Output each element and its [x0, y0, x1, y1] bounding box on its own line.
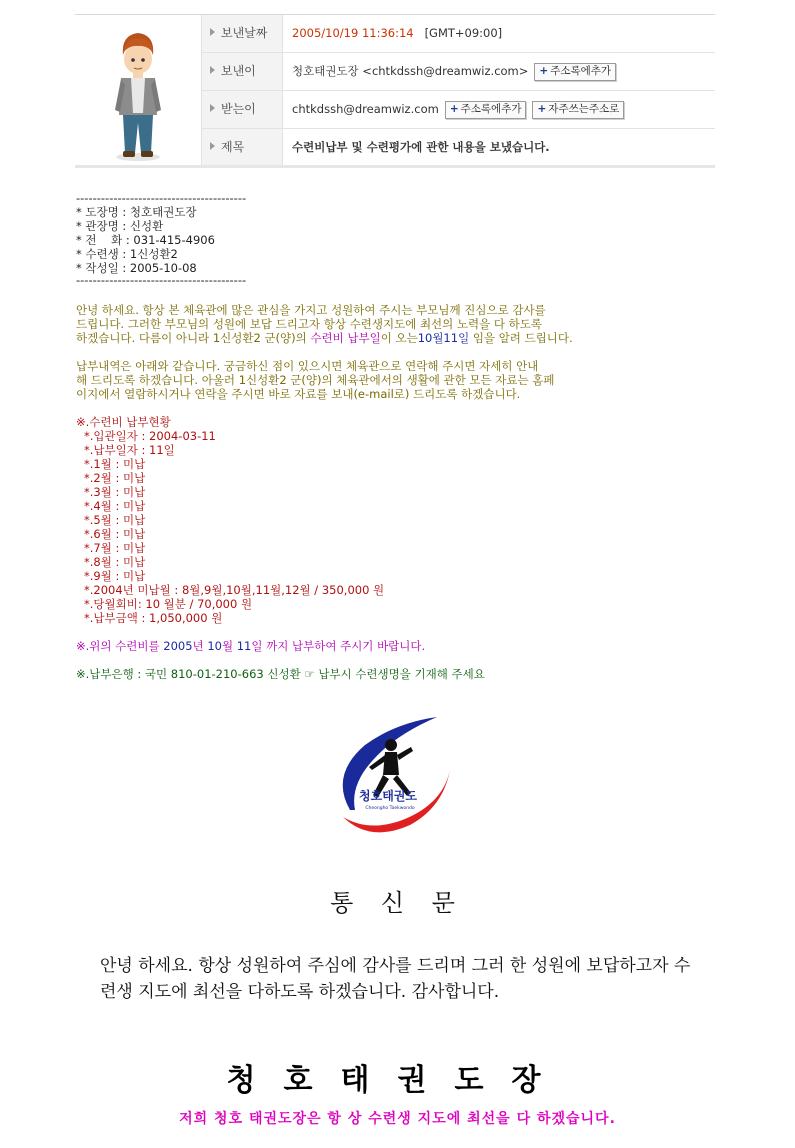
- subject-row: [202, 129, 715, 166]
- sent-date-value: 2005/10/19 11:36:14: [292, 26, 414, 40]
- deadline-line: ※.위의 수련비를 2005년 10월 11일 까지 납부하여 주시기 바랍니다.: [76, 639, 426, 653]
- separator-top: -----------------------------------------: [76, 191, 247, 205]
- payment-item: *.9월 : 미납: [84, 569, 146, 583]
- logo-text: 청호태권도: [359, 789, 417, 803]
- avatar: [75, 15, 201, 165]
- add-to-frequent-button[interactable]: + 자주쓰는주소로: [532, 101, 624, 119]
- payment-heading: ※.수련비 납부현황: [76, 415, 171, 429]
- taekwondo-logo: [325, 715, 455, 845]
- payment-item: *.4월 : 미납: [84, 499, 146, 513]
- avatar-cell: [75, 15, 202, 165]
- bullet-triangle-icon: [210, 66, 215, 74]
- sender-label: 보낸이: [202, 53, 282, 90]
- letter-title: 통 신 문: [330, 889, 465, 917]
- payment-item: *.2004년 미납월 : 8월,9월,10월,11월,12월 / 350,000 원: [84, 583, 385, 597]
- payment-item: *.6월 : 미납: [84, 527, 146, 541]
- sent-date-row: [202, 15, 715, 53]
- info-dojang: * 도장명 : 청호태권도장: [76, 205, 197, 219]
- notice-line-3: 이지에서 열람하시거나 연락을 주시면 바로 자료를 보내(e-mail로) 드리도록 하겠습니다.: [76, 387, 521, 401]
- sender-value[interactable]: 청호태권도장 <chtkdssh@dreamwiz.com>: [292, 64, 529, 78]
- motto: 저희 청호 태권도장은 항 상 수련생 지도에 최선을 다 하겠습니다.: [179, 1111, 616, 1127]
- plus-icon: +: [539, 64, 549, 77]
- add-sender-to-contacts-button[interactable]: + 주소록에추가: [534, 63, 616, 81]
- brand-name: 청호태권도장: [226, 1063, 569, 1098]
- logo-subtext: Cheongho Taekwondo: [365, 806, 415, 811]
- payment-item: *.3월 : 미납: [84, 485, 146, 499]
- recipient-row: [202, 91, 715, 129]
- payment-item: *.7월 : 미납: [84, 541, 146, 555]
- payment-item: *.납부일자 : 11일: [84, 443, 175, 457]
- notice-line-1: 납부내역은 아래와 같습니다. 궁금하신 점이 있으시면 체육관으로 연락해 주시면 자세히 안내: [76, 359, 539, 373]
- info-master: * 관장명 : 신성환: [76, 219, 164, 233]
- payment-item: *.당월회비: 10 월분 / 70,000 원: [84, 597, 253, 611]
- payment-item: *.8월 : 미납: [84, 555, 146, 569]
- bullet-triangle-icon: [210, 142, 215, 150]
- plus-icon: +: [449, 102, 459, 115]
- payment-item: *.입관일자 : 2004-03-11: [84, 429, 216, 443]
- payment-item: *.5월 : 미납: [84, 513, 146, 527]
- add-recipient-to-contacts-button[interactable]: + 주소록에추가: [445, 101, 527, 119]
- payment-item: *.1월 : 미납: [84, 457, 146, 471]
- timezone: [GMT+09:00]: [424, 26, 503, 40]
- info-phone: * 전 화 : 031-415-4906: [76, 233, 215, 247]
- info-student: * 수련생 : 1신성환2: [76, 247, 178, 261]
- payment-item: *.납부금액 : 1,050,000 원: [84, 611, 223, 625]
- sender-row: [202, 53, 715, 91]
- intro-line-3: 하겠습니다. 다름이 아니라 1신성환2 군(양)의 수련비 납부일이 오는10월11일 임을 알려 드립니다.: [76, 331, 573, 345]
- intro-line-1: 안녕 하세요. 항상 본 체육관에 많은 관심을 가지고 성원하여 주시는 부모님께 진심으로 감사를: [76, 303, 546, 317]
- recipient-label: 받는이: [202, 91, 282, 128]
- bullet-triangle-icon: [210, 28, 215, 36]
- plus-icon: +: [537, 102, 547, 115]
- separator-bottom: -----------------------------------------: [76, 273, 247, 287]
- subject-label: 제목: [202, 129, 282, 166]
- sent-date-label: 보낸날짜: [202, 15, 282, 52]
- letter-body: 안녕 하세요. 항상 성원하여 주심에 감사를 드리며 그러 한 성원에 보답하고자 수련생 지도에 최선을 다하도록 하겠습니다. 감사합니다.: [100, 956, 691, 1002]
- payment-item: *.2월 : 미납: [84, 471, 146, 485]
- info-date: * 작성일 : 2005-10-08: [76, 261, 197, 275]
- subject-value: 수련비납부 및 수련평가에 관한 내용을 보냈습니다.: [292, 140, 550, 154]
- bullet-triangle-icon: [210, 104, 215, 112]
- bank-line: ※.납부은행 : 국민 810-01-210-663 신성환 ☞ 납부시 수련생명을 기재해 주세요: [76, 667, 485, 681]
- intro-line-2: 드립니다. 그러한 부모님의 성원에 보답 드리고자 항상 수련생지도에 최선의 노력을 다 하도록: [76, 317, 543, 331]
- recipient-value[interactable]: chtkdssh@dreamwiz.com: [292, 102, 439, 116]
- notice-line-2: 해 드리도록 하겠습니다. 아울러 1신성환2 군(양)의 체육관에서의 생활에 관한 모든 자료는 홈페: [76, 373, 555, 387]
- mail-header: [75, 14, 715, 168]
